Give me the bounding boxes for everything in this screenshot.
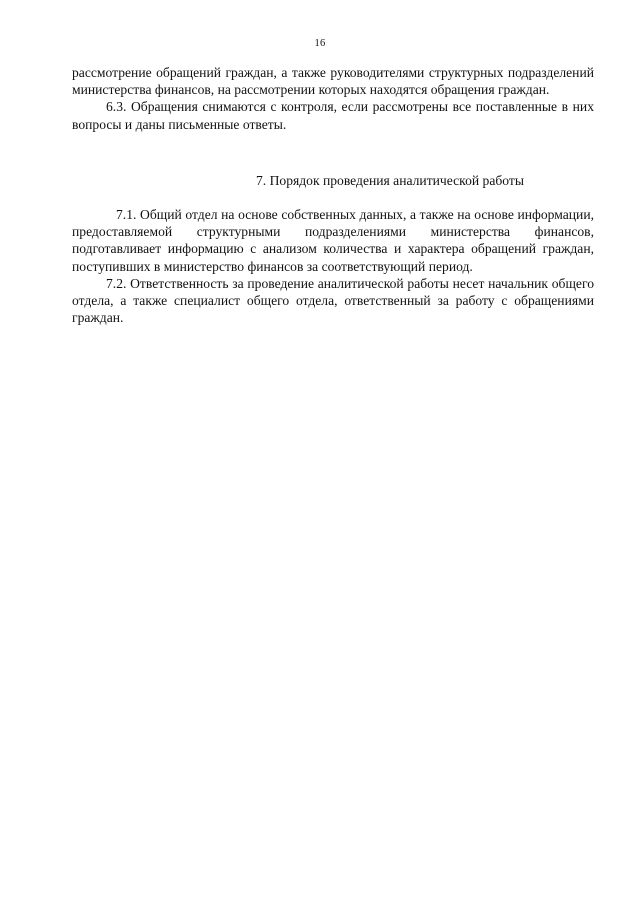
paragraph-7-1: 7.1. Общий отдел на основе собственных данных, а также на основе информации, предоставляемой структурными подразделениями министерства финансов, подготавливает информацию с анализом количества и характера обращений граждан, поступивших в министерство финансов за соответствующий период. — [72, 207, 594, 274]
section-7-body — [72, 206, 594, 326]
paragraph-7-2: 7.2. Ответственность за проведение аналитической работы несет начальник общего отдела, а также специалист общего отдела, ответственный за работу с обращениями граждан. — [72, 275, 594, 326]
paragraph-6-3: 6.3. Обращения снимаются с контроля, если рассмотрены все поставленные в них вопросы и даны письменные ответы. — [72, 99, 594, 132]
top-text-block — [72, 64, 594, 133]
section-7-heading: 7. Порядок проведения аналитической работы — [256, 173, 524, 188]
continuation-paragraph: рассмотрение обращений граждан, а также руководителями структурных подразделений министерства финансов, на рассмотрении которых находятся обращения граждан. — [72, 65, 594, 98]
page-number: 16 — [314, 38, 326, 49]
